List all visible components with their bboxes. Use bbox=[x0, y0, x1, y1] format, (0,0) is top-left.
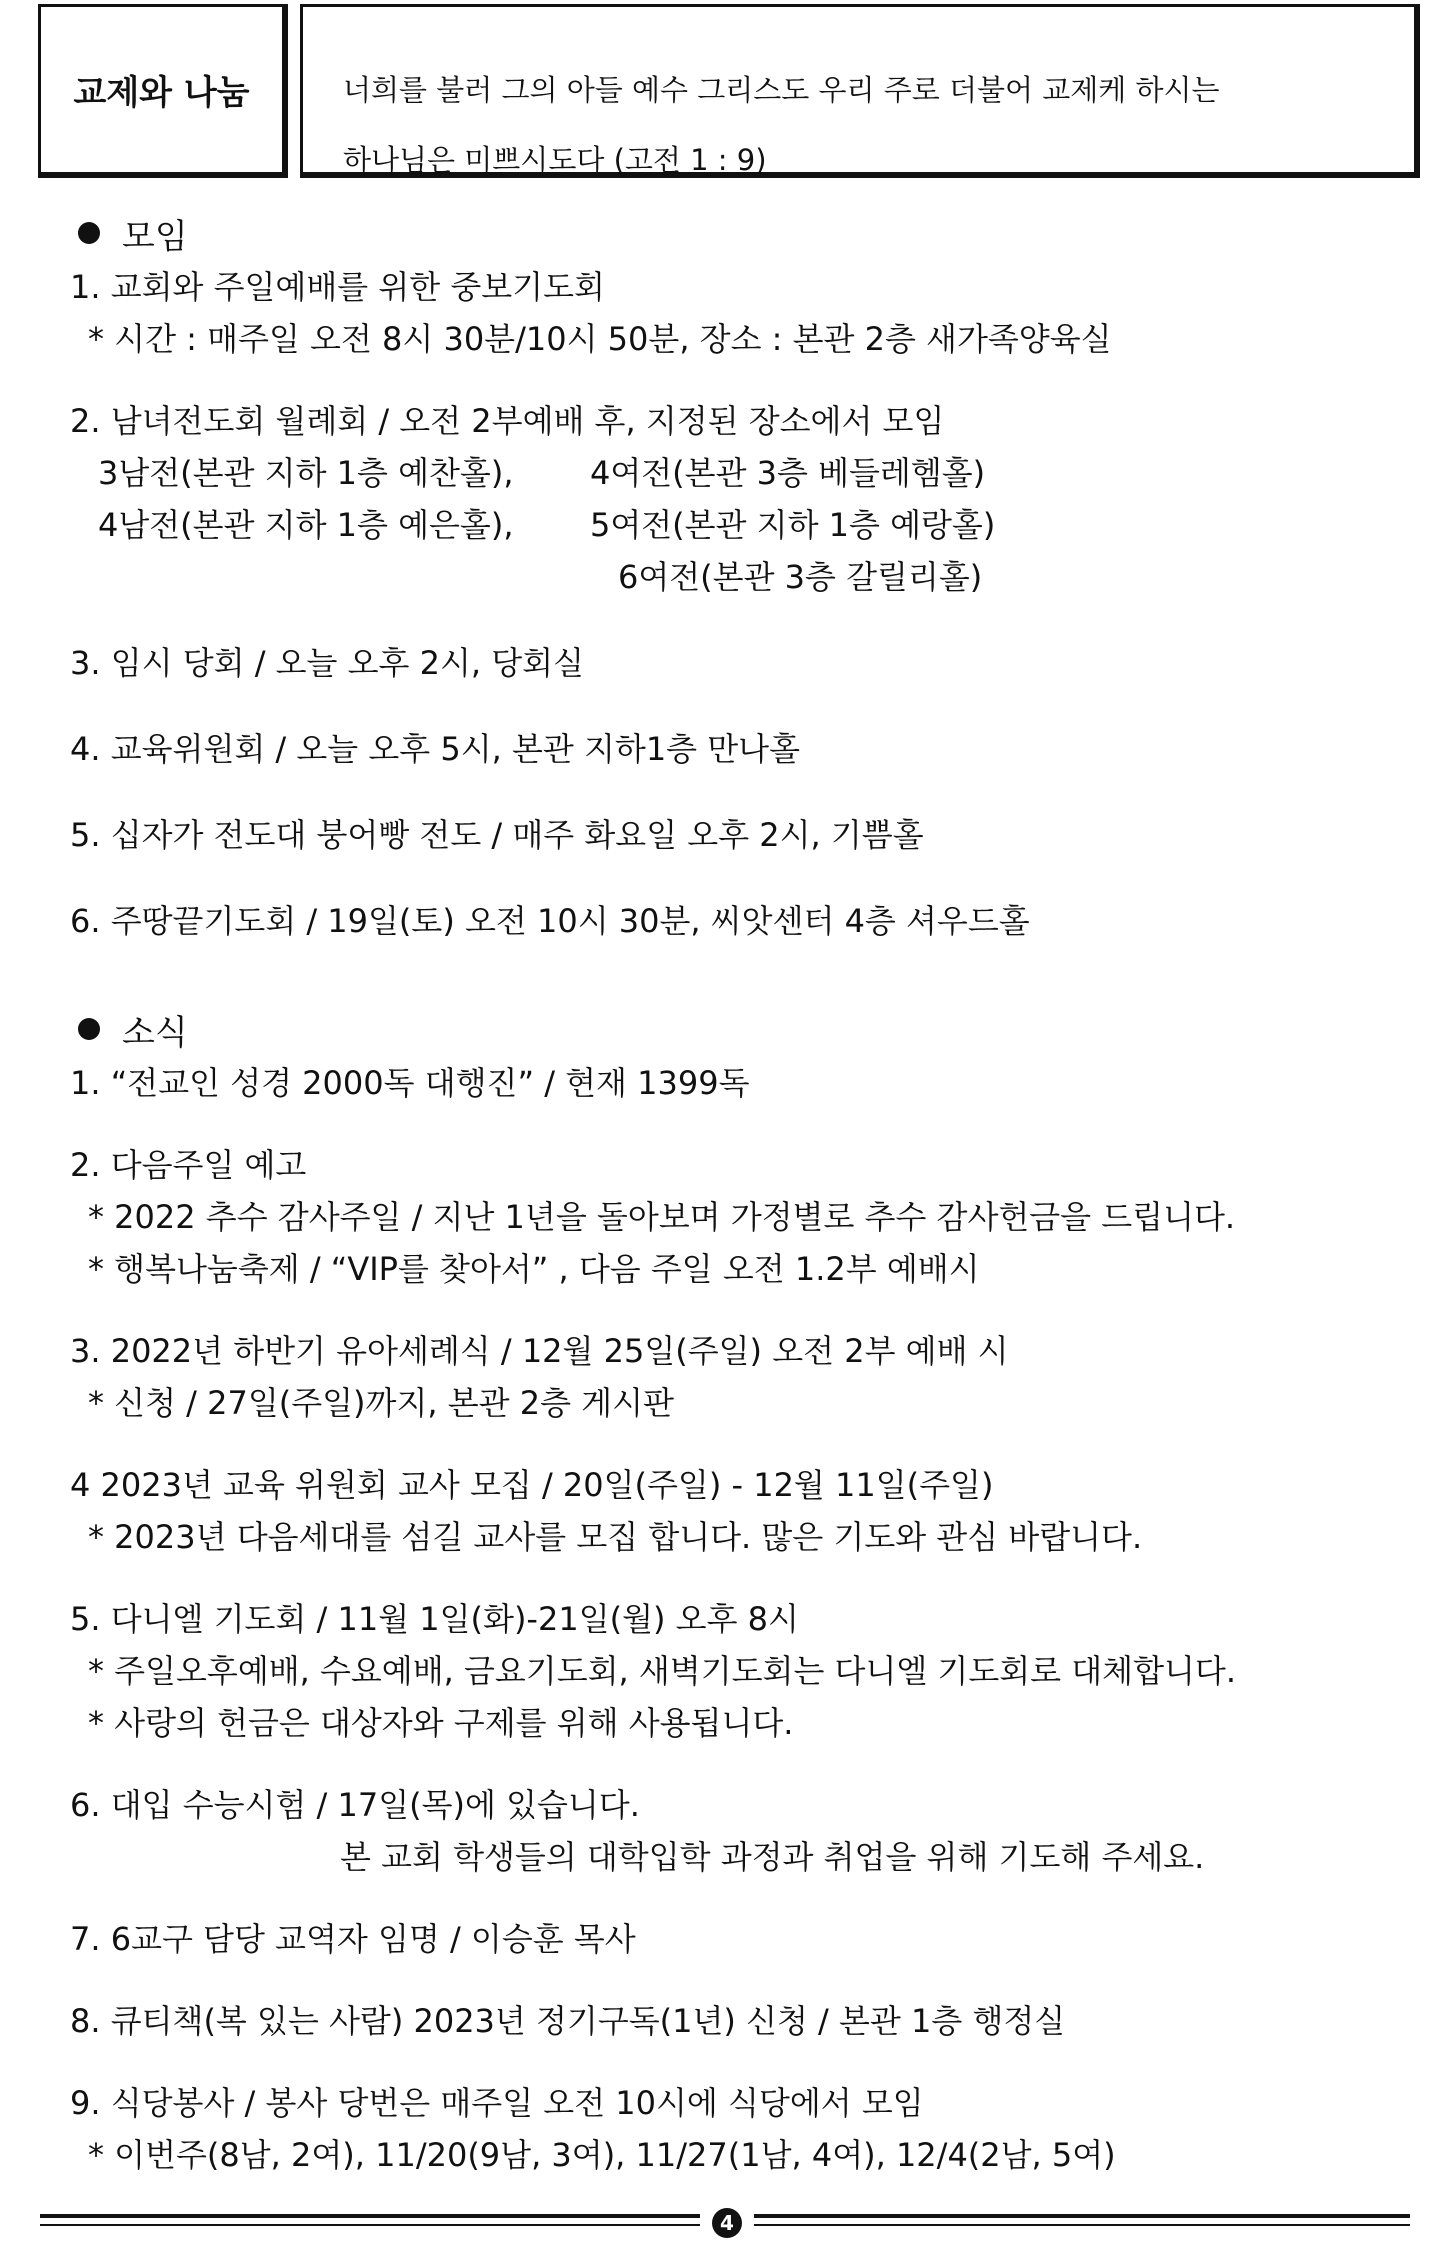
meeting-item-3: 3. 임시 당회 / 오늘 오후 2시, 당회실 bbox=[70, 644, 584, 682]
meetings-heading bbox=[70, 205, 1400, 261]
news-item-4: 4 2023년 교육 위원회 교사 모집 / 20일(주일) - 12월 11일(주일) bbox=[70, 1466, 994, 1504]
news-item-2-detail-2: * 행복나눔축제 / “VIP를 찾아서” , 다음 주일 오전 1.2부 예배시 bbox=[88, 1250, 980, 1288]
news-item-3-detail: * 신청 / 27일(주일)까지, 본관 2층 게시판 bbox=[88, 1384, 674, 1422]
news-item-6: 6. 대입 수능시험 / 17일(목)에 있습니다. bbox=[70, 1786, 640, 1824]
news-item-5-detail-2: * 사랑의 헌금은 대상자와 구제를 위해 사용됩니다. bbox=[88, 1704, 794, 1742]
news-heading bbox=[70, 1001, 1400, 1057]
news-item-9-detail: * 이번주(8남, 2여), 11/20(9남, 3여), 11/27(1남, 4여), 12/4(2남, 5여) bbox=[88, 2136, 1116, 2174]
meeting-item-6: 6. 주땅끝기도회 / 19일(토) 오전 10시 30분, 씨앗센터 4층 셔우드홀 bbox=[70, 902, 1030, 940]
verse-line-2: 하나님은 미쁘시도다 (고전 1 : 9) bbox=[343, 143, 767, 177]
meeting-place: 5여전(본관 지하 1층 예랑홀) bbox=[590, 506, 996, 544]
meeting-item-2-row-2 bbox=[70, 499, 1400, 551]
footer-rule-left bbox=[40, 2214, 700, 2218]
meeting-place: 4여전(본관 3층 베들레헴홀) bbox=[590, 454, 986, 492]
news-item-2: 2. 다음주일 예고 bbox=[70, 1146, 307, 1184]
meeting-place: 3남전(본관 지하 1층 예찬홀), bbox=[98, 454, 514, 492]
footer-rule-right bbox=[754, 2214, 1410, 2218]
news-item-5-detail-1: * 주일오후예배, 수요예배, 금요기도회, 새벽기도회는 다니엘 기도회로 대체합니다. bbox=[88, 1652, 1236, 1690]
meeting-item-2: 2. 남녀전도회 월례회 / 오전 2부예배 후, 지정된 장소에서 모임 bbox=[70, 402, 945, 440]
news-item-8: 8. 큐티책(복 있는 사람) 2023년 정기구독(1년) 신청 / 본관 1층 행정실 bbox=[70, 2002, 1066, 2040]
meeting-place: 4남전(본관 지하 1층 예은홀), bbox=[98, 506, 514, 544]
news-item-2-detail-1: * 2022 추수 감사주일 / 지난 1년을 돌아보며 가정별로 추수 감사헌금을 드립니다. bbox=[88, 1198, 1236, 1236]
section-title-box bbox=[38, 4, 288, 178]
news-item-3: 3. 2022년 하반기 유아세례식 / 12월 25일(주일) 오전 2부 예배 시 bbox=[70, 1332, 1009, 1370]
news-item-1: 1. “전교인 성경 2000독 대행진” / 현재 1399독 bbox=[70, 1064, 750, 1102]
section-title: 교제와 나눔 bbox=[73, 73, 250, 113]
meeting-item-1: 1. 교회와 주일예배를 위한 중보기도회 bbox=[70, 268, 605, 306]
news-item-9: 9. 식당봉사 / 봉사 당번은 매주일 오전 10시에 식당에서 모임 bbox=[70, 2084, 924, 2122]
footer-rule-left-thin bbox=[40, 2224, 700, 2226]
news-heading-label: 소식 bbox=[122, 1012, 188, 1053]
news-item-5: 5. 다니엘 기도회 / 11월 1일(화)-21일(월) 오후 8시 bbox=[70, 1600, 799, 1638]
page-number: 4 bbox=[712, 2208, 742, 2238]
meeting-item-1-detail: * 시간 : 매주일 오전 8시 30분/10시 50분, 장소 : 본관 2층 새가족양육실 bbox=[88, 320, 1112, 358]
bullet-icon bbox=[78, 1018, 100, 1040]
meeting-item-4: 4. 교육위원회 / 오늘 오후 5시, 본관 지하1층 만나홀 bbox=[70, 730, 800, 768]
bulletin-content bbox=[70, 205, 1400, 2181]
news-item-4-detail: * 2023년 다음세대를 섬길 교사를 모집 합니다. 많은 기도와 관심 바랍니다. bbox=[88, 1518, 1143, 1556]
verse-box bbox=[300, 4, 1420, 178]
verse-line-1: 너희를 불러 그의 아들 예수 그리스도 우리 주로 더불어 교제케 하시는 bbox=[343, 73, 1220, 107]
meetings-heading-label: 모임 bbox=[122, 216, 188, 257]
footer-rule-right-thin bbox=[754, 2224, 1410, 2226]
page-footer bbox=[40, 2208, 1410, 2236]
bullet-icon bbox=[78, 222, 100, 244]
news-item-6-detail: 본 교회 학생들의 대학입학 과정과 취업을 위해 기도해 주세요. bbox=[340, 1838, 1205, 1876]
meeting-item-5: 5. 십자가 전도대 붕어빵 전도 / 매주 화요일 오후 2시, 기쁨홀 bbox=[70, 816, 924, 854]
meeting-item-2-row-1 bbox=[70, 447, 1400, 499]
news-item-7: 7. 6교구 담당 교역자 임명 / 이승훈 목사 bbox=[70, 1920, 636, 1958]
meeting-place: 6여전(본관 3층 갈릴리홀) bbox=[618, 558, 983, 596]
header bbox=[38, 0, 1420, 186]
